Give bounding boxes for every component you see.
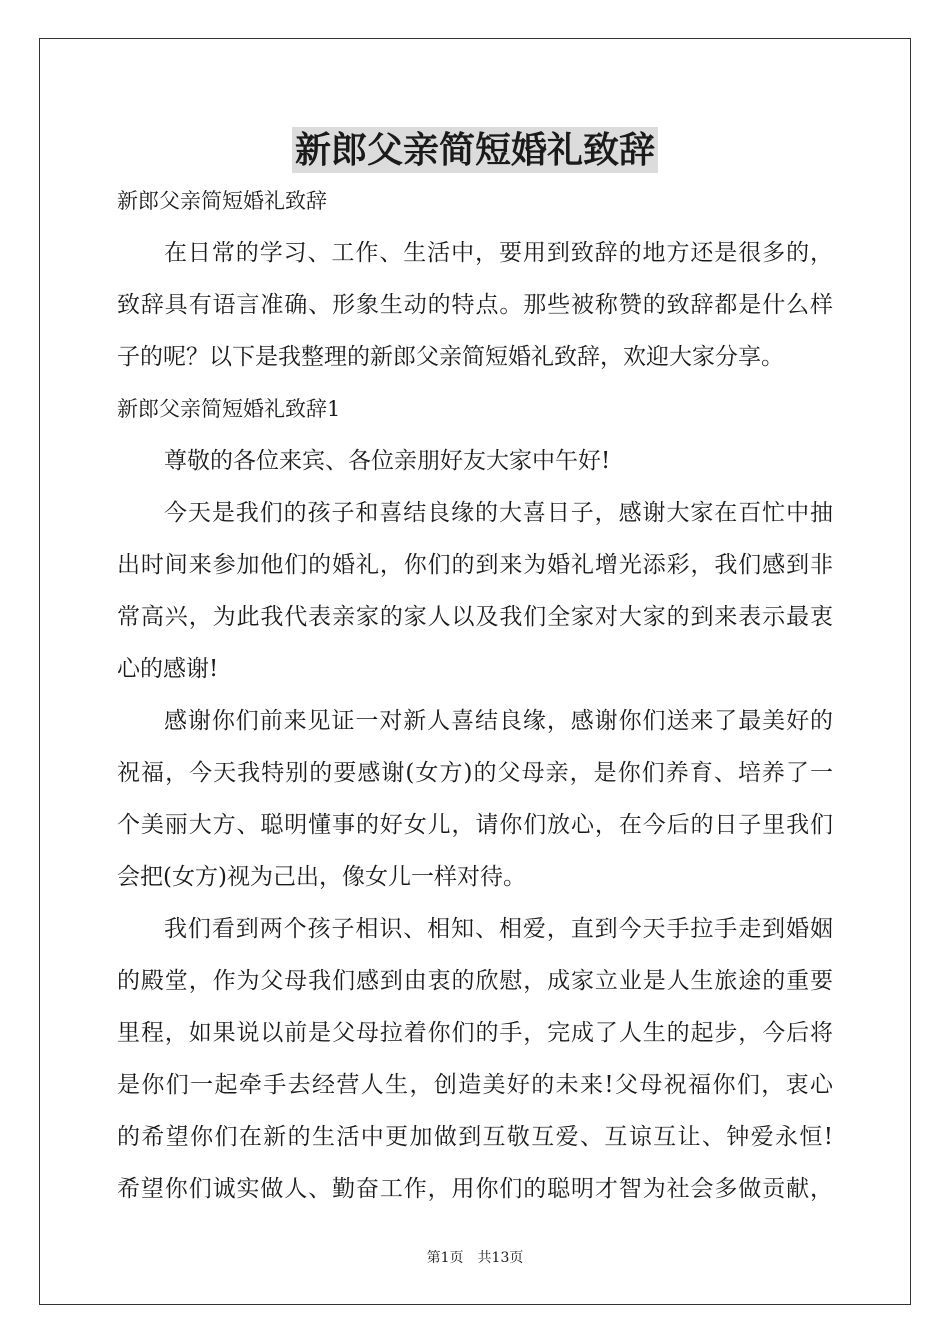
- text-line: 个美丽大方、聪明懂事的好女儿，请你们放心，在今后的日子里我们: [117, 812, 833, 838]
- text-line: 出时间来参加他们的婚礼，你们的到来为婚礼增光添彩，我们感到非: [117, 552, 833, 578]
- section-heading: 新郎父亲简短婚礼致辞1: [117, 397, 341, 421]
- text-line: 我们看到两个孩子相识、相知、相爱，直到今天手拉手走到婚姻: [164, 916, 833, 942]
- text-line: 心的感谢!: [117, 656, 219, 682]
- text-line: 感谢你们前来见证一对新人喜结良缘，感谢你们送来了最美好的: [164, 708, 833, 734]
- text-line: 今天是我们的孩子和喜结良缘的大喜日子，感谢大家在百忙中抽: [164, 500, 833, 526]
- text-line: 的殿堂，作为父母我们感到由衷的欣慰，成家立业是人生旅途的重要: [117, 968, 833, 994]
- document-body: [117, 175, 833, 1215]
- text-line: 是你们一起牵手去经营人生，创造美好的未来!父母祝福你们，衷心: [117, 1072, 833, 1098]
- text-line: 尊敬的各位来宾、各位亲朋好友大家中午好!: [164, 448, 611, 474]
- document-title: [0, 127, 950, 174]
- text-line: 会把(女方)视为己出，像女儿一样对待。: [117, 864, 526, 890]
- page-footer: 第1页 共13页: [426, 1250, 524, 1266]
- document-title-text: 新郎父亲简短婚礼致辞: [292, 127, 658, 173]
- text-line: 致辞具有语言准确、形象生动的特点。那些被称赞的致辞都是什么样: [117, 292, 833, 318]
- text-line: 在日常的学习、工作、生活中，要用到致辞的地方还是很多的，: [164, 240, 833, 266]
- section-heading: 新郎父亲简短婚礼致辞: [117, 189, 327, 213]
- text-line: 的希望你们在新的生活中更加做到互敬互爱、互谅互让、钟爱永恒!: [117, 1124, 833, 1150]
- text-line: 希望你们诚实做人、勤奋工作，用你们的聪明才智为社会多做贡献，: [117, 1176, 833, 1202]
- text-line: 常高兴，为此我代表亲家的家人以及我们全家对大家的到来表示最衷: [117, 604, 833, 630]
- text-line: 里程，如果说以前是父母拉着你们的手，完成了人生的起步，今后将: [117, 1020, 833, 1046]
- text-line: 祝福，今天我特别的要感谢(女方)的父母亲，是你们养育、培养了一: [117, 760, 833, 786]
- text-line: 子的呢？以下是我整理的新郎父亲简短婚礼致辞，欢迎大家分享。: [117, 344, 784, 370]
